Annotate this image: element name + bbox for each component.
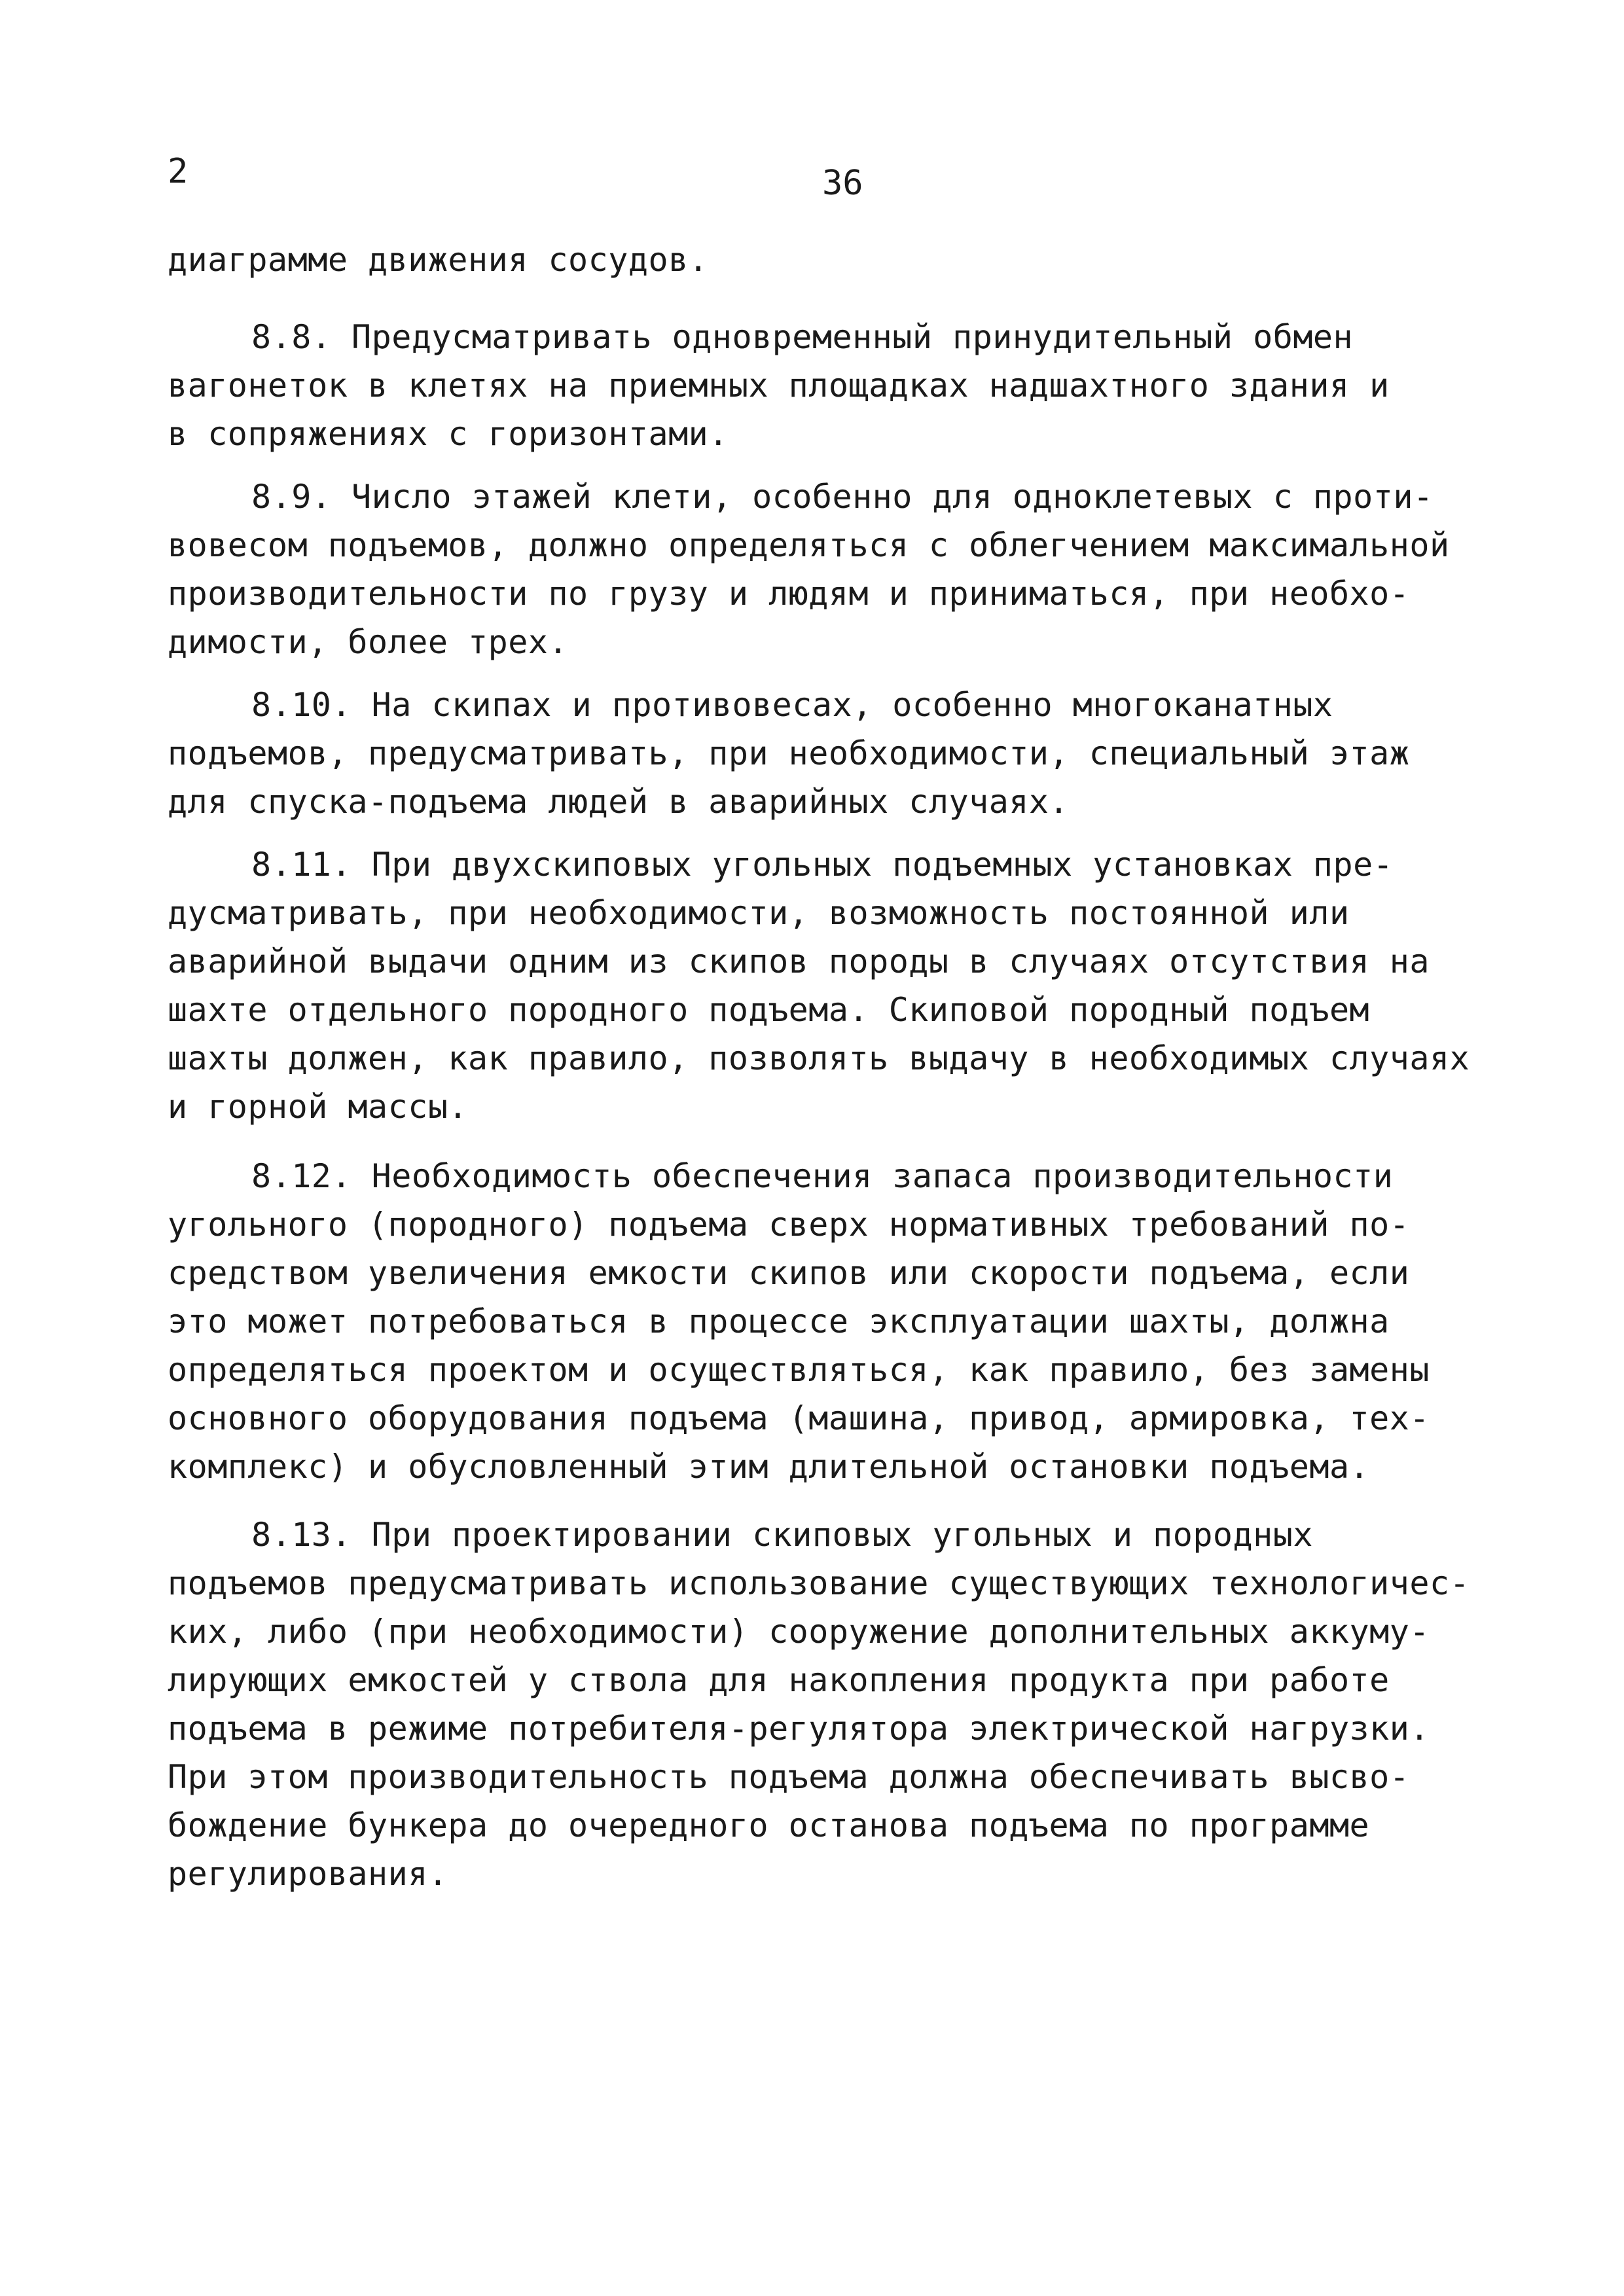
text-line: При этом производительность подъема должна обеспечивать высво- (168, 1758, 1410, 1796)
text-line: 8.13. При проектировании скиповых угольных и породных (251, 1516, 1313, 1554)
text-line: в сопряжениях с горизонтами. (168, 415, 729, 453)
text-line: подъема в режиме потребителя-регулятора электрической нагрузки. (168, 1710, 1430, 1748)
text-line: это может потребоваться в процессе эксплуатации шахты, должна (168, 1302, 1390, 1340)
text-line: подъемов, предусматривать, при необходимости, специальный этаж (168, 734, 1410, 772)
text-line: производительности по грузу и людям и приниматься, при необхо- (168, 575, 1410, 613)
text-line: бождение бункера до очередного останова подъема по программе (168, 1806, 1370, 1844)
text-line: комплекс) и обусловленный этим длительной остановки подъема. (168, 1448, 1370, 1486)
text-line: определяться проектом и осуществляться, как правило, без замены (168, 1351, 1430, 1389)
text-line: 8.10. На скипах и противовесах, особенно многоканатных (251, 686, 1333, 724)
text-line: для спуска-подъема людей в аварийных случаях. (168, 783, 1070, 821)
text-line: аварийной выдачи одним из скипов породы в случаях отсутствия на (168, 942, 1430, 980)
text-line: основного оборудования подъема (машина, привод, армировка, тех- (168, 1399, 1430, 1437)
text-line: шахте отдельного породного подъема. Скиповой породный подъем (168, 991, 1370, 1029)
text-line: дусматривать, при необходимости, возможность постоянной или (168, 894, 1350, 932)
text-line: подъемов предусматривать использование существующих технологичес- (168, 1564, 1470, 1602)
text-line: лирующих емкостей у ствола для накопления продукта при работе (168, 1661, 1390, 1699)
text-line: ких, либо (при необходимости) сооружение дополнительных аккуму- (168, 1613, 1430, 1651)
text-line: средством увеличения емкости скипов или скорости подъема, если (168, 1254, 1410, 1292)
text-line: 8.11. При двухскиповых угольных подъемных установках пре- (251, 846, 1394, 884)
text-line: регулирования. (168, 1855, 448, 1893)
text-line: вагонеток в клетях на приемных площадках надшахтного здания и (168, 367, 1390, 404)
page-number-left: 2 (168, 152, 189, 191)
text-line: и горной массы. (168, 1088, 469, 1126)
text-line: 8.8. Предусматривать одновременный принудительный обмен (251, 318, 1354, 356)
text-line: угольного (породного) подъема сверх нормативных требований по- (168, 1206, 1410, 1244)
text-line: шахты должен, как правило, позволять выдачу в необходимых случаях (168, 1039, 1470, 1077)
text-line: вовесом подъемов, должно определяться с облегчением максимальной (168, 526, 1450, 564)
text-line: 8.12. Необходимость обеспечения запаса производительности (251, 1157, 1394, 1195)
text-line: 8.9. Число этажей клети, особенно для одноклетевых с проти- (251, 478, 1434, 516)
page-number-center: 36 (822, 164, 863, 203)
text-line: диаграмме движения сосудов. (168, 241, 709, 279)
text-line: димости, более трех. (168, 623, 569, 661)
